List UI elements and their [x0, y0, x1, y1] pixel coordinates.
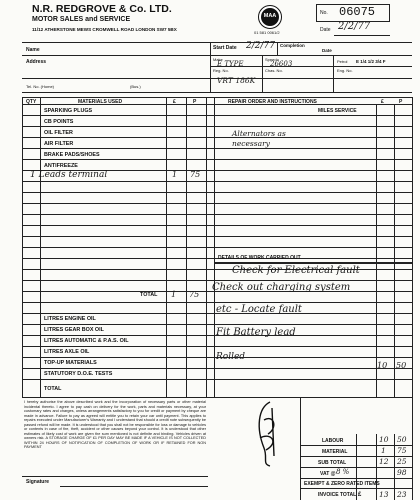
table-rule — [22, 324, 412, 325]
material-item: AIR FILTER — [44, 141, 74, 147]
start-date-label: Start Date — [213, 45, 237, 51]
repair-pounds: 10 — [377, 361, 388, 370]
invoice-total-pence: 23 — [397, 490, 407, 499]
labour-label: LABOUR — [322, 438, 344, 444]
details-rule — [214, 262, 412, 264]
materials-total-pence: 75 — [189, 290, 200, 299]
table-rule — [22, 258, 412, 259]
material-total-pence: 75 — [397, 446, 407, 455]
chas-label: Chas. No. — [265, 68, 283, 73]
speedo-value: 26603 — [270, 60, 293, 68]
speedo-label: Speedo — [265, 57, 279, 62]
work-line: Check for Electrical fault — [232, 265, 360, 276]
invoice-total-pounds: 13 — [379, 490, 389, 499]
qty-header: QTY — [26, 99, 37, 105]
materials-total-pounds: 1 — [171, 290, 177, 299]
table-rule — [22, 280, 412, 281]
table-rule — [22, 148, 412, 149]
company-tagline: MOTOR SALES and SERVICE — [32, 16, 131, 23]
oil-item: LITRES GEAR BOX OIL — [44, 327, 104, 333]
maa-badge-text: MAA — [263, 13, 277, 19]
oil-item: TOP-UP MATERIALS — [44, 360, 97, 366]
name-label: Name — [26, 47, 40, 53]
tel-label: Tel. No. (Home) — [26, 84, 55, 89]
table-rule — [22, 225, 412, 226]
material-item: OIL FILTER — [44, 130, 73, 136]
oil-item: LITRES AXLE OIL — [44, 349, 90, 355]
materials-header: MATERIALS USED — [78, 99, 123, 105]
miles-service-label: MILES SERVICE — [318, 108, 357, 114]
reg-value: VRT 186K — [217, 76, 256, 85]
make-label: Make — [213, 57, 223, 62]
table-rule — [22, 159, 412, 160]
table-rule — [22, 126, 412, 127]
grand-total-label: TOTAL — [44, 386, 62, 392]
work-line: etc - Locate fault — [216, 304, 302, 315]
vat-pence: 98 — [397, 468, 407, 477]
table-rule — [22, 203, 412, 204]
subtotal-label: SUB TOTAL — [318, 460, 347, 466]
material-pounds: 1 — [172, 170, 178, 179]
petrol-gauge: E 1/4 1/2 3/4 F — [356, 59, 386, 64]
material-item: SPARKING PLUGS — [44, 108, 93, 114]
oil-item: STATUTORY D.O.E. TESTS — [44, 371, 113, 377]
oil-item: LITRES ENGINE OIL — [44, 316, 96, 322]
work-line: Rolled — [216, 352, 246, 362]
maa-badge — [258, 5, 282, 29]
date-label: Date — [320, 27, 331, 33]
repair-pence: 50 — [396, 361, 407, 370]
material-total-pounds: 1 — [381, 446, 386, 455]
vat-rate: 8 % — [336, 468, 350, 476]
job-number: 06075 — [339, 5, 376, 19]
pounds-header: £ — [173, 99, 176, 105]
company-phone: 01 581 0061/2 — [254, 30, 280, 35]
oil-item: LITRES AUTOMATIC & P.A.S. OIL — [44, 338, 129, 344]
material-pence: 75 — [190, 170, 201, 179]
terms-text: I hereby authorise the above described work and the incorporation of necessary parts or other material incidental thereto. I agree to pay cash on delivery for the work, parts and materials necessary, at your customary rates and charges, unless arrangements satisfactory to you for credit or payment by cheque are made in advance. Failure to pay as agreed will entitle you to retain your car until payment. This applies to repairs executed under Manufacturer's Warranty and I understand that should a credit note subsequently be passed refund will be made. It is understood that you shall not be responsible for loss or damage to vehicles or contents in case of fire, theft, accident or other causes beyond your control. It is understood that other estimates of likely cost of work are given the sum mentioned is not definite and binding. Vehicles driven at owners risk. A STORAGE CHARGE OF £1 PER DAY MAY BE MADE IF A VEHICLE IS NOT COLLECTED WITHIN 24 HOURS OF NOTIFICATION OF COMPLETION OF WORK OR IF RETAINED FOR NON PAYMENT — [24, 400, 206, 450]
table-rule — [22, 214, 412, 215]
table-rule — [22, 302, 412, 303]
material-item: BRAKE PADS/SHOES — [44, 152, 100, 158]
exempt-label: EXEMPT & ZERO RATED ITEMS — [304, 481, 380, 487]
table-rule — [22, 115, 412, 116]
job-number-box — [316, 4, 390, 22]
petrol-label: Petrol — [337, 59, 348, 64]
handwritten-material: 1 Leads terminal — [30, 170, 108, 180]
tel-bus-label: (Bus.) — [130, 84, 141, 89]
work-line: Fit Battery lead — [216, 327, 296, 338]
completion-label: Completion — [280, 43, 305, 48]
work-line: Check out charging system — [212, 282, 351, 293]
invoice-total-label: INVOICE TOTAL — [318, 492, 357, 498]
company-name: N.R. REDGROVE & Co. LTD. — [32, 3, 172, 15]
subtotal-pence: 25 — [397, 457, 407, 466]
labour-pence: 50 — [397, 435, 407, 444]
table-rule — [22, 346, 412, 347]
material-item: CB POINTS — [44, 119, 74, 125]
invoice-currency: £ — [358, 492, 362, 498]
details-header: DETAILS OF WORK CARRIED OUT — [218, 255, 301, 261]
pence-header: P — [193, 99, 197, 105]
table-rule — [22, 192, 412, 193]
date-value: 2/2/77 — [338, 21, 371, 32]
eng-label: Eng. No. — [337, 68, 353, 73]
table-rule — [22, 368, 412, 369]
reg-label: Reg. No. — [213, 68, 229, 73]
table-rule — [22, 181, 412, 182]
table-rule — [22, 236, 412, 237]
table-rule — [22, 379, 412, 380]
address-label: Address — [26, 59, 47, 65]
material-item: ANTIFREEZE — [44, 163, 78, 169]
material-label: MATERIAL — [322, 449, 348, 455]
repair-instruction: Alternators as necessary — [232, 129, 286, 148]
repair-header: REPAIR ORDER AND INSTRUCTIONS — [228, 99, 317, 105]
subtotal-pounds: 12 — [379, 457, 389, 466]
completion-date-label: Date — [322, 48, 332, 53]
repair-pounds-header: £ — [381, 99, 384, 105]
materials-total-label: TOTAL — [140, 292, 158, 298]
signature-label: Signature — [26, 479, 50, 485]
table-rule — [22, 247, 412, 248]
make-value: E TYPE — [217, 60, 244, 68]
company-address: 11/12 ATHERSTONE MEWS CROMWELL ROAD LONDON SW7 5BX — [32, 27, 177, 32]
number-label: No. — [320, 10, 328, 16]
repair-pence-header: P — [399, 99, 403, 105]
table-rule — [22, 137, 412, 138]
start-date-value: 2/2/77 — [246, 41, 275, 51]
vat-label: VAT @ — [320, 471, 336, 477]
customer-signature — [250, 398, 290, 470]
labour-pounds: 10 — [379, 435, 389, 444]
